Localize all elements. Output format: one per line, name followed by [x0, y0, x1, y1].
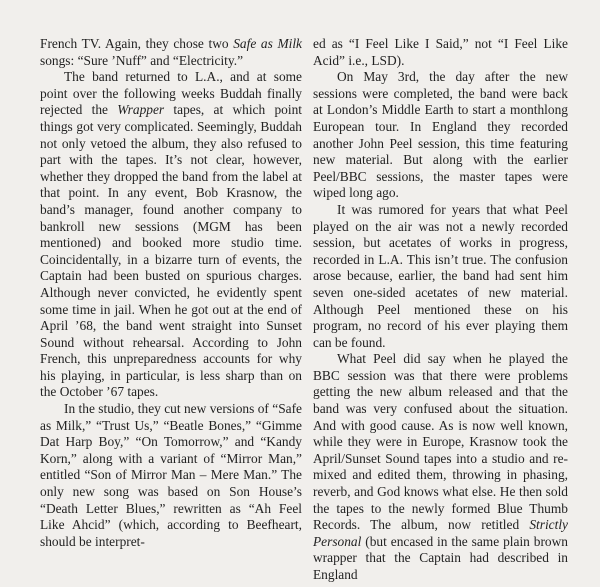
left-text-column — [40, 36, 302, 550]
text-run: French TV. Again, they chose two — [40, 36, 234, 51]
text-run: songs: “Sure ’Nuff” and “Electricity.” — [40, 52, 244, 68]
text-run: The band returned to L.A., and at some point over the following weeks Buddah finally rejected the — [40, 69, 302, 118]
paragraph — [40, 36, 302, 69]
paragraph — [313, 69, 568, 202]
text-run: What Peel did say when he played the BBC session was that there were problems getting the new album released and that the band was very confused about the situation. And with good cause. As is now well known, while they were in Europe, Krasnow took the April/Sunset Sound tapes into a studio and re-mixed and edited them, throwing in phasing, reverb, and God knows what else. He then sold the tapes to the newly formed Blue Thumb Records. The album, now retitled — [313, 351, 568, 533]
text-run: On May 3rd, the day after the new sessions were completed, the band were back at London’s Middle Earth to start a monthlong European tour. In England they recorded another John Peel session, this time featuring new material. But along with the earlier Peel/BBC sessions, the master tapes were wiped long ago. — [313, 69, 568, 201]
text-run: tapes, at which point things got very complicated. Seemingly, Buddah not only vetoed the album, they also refused to part with the tapes. It’s not clear, however, whether they dropped the band from the label at that point. In any event, Bob Krasnow, the band’s manager, found another company to bankroll new sessions (MGM has been mentioned) and booked more studio time. Coincidentally, in a bizarre turn of events, the Captain had been busted on spurious charges. Although never convicted, he evidently spent some time in jail. When he got out at the end of April ’68, the band went straight into Sunset Sound without rehearsal. According to John French, this unpreparedness accounts for why his playing, in particular, is less sharp than on the October ’67 tapes. — [40, 102, 302, 400]
text-run: In the studio, they cut new versions of “Safe as Milk,” “Trust Us,” “Beatle Bones,” “Gimme Dat Harp Boy,” “On Tomorrow,” and “Kandy Korn,” along with a variant of “Mirror Man,” entitled “Son of Mirror Man – Mere Man.” The only new song was based on Son House’s “Death Letter Blues,” rewritten as “Ah Feel Like Ahcid” (which, according to Beefheart, should be interpret- — [40, 401, 302, 549]
right-text-column — [313, 36, 568, 584]
paragraph — [313, 202, 568, 351]
italic-title: Wrapper — [117, 102, 165, 118]
paragraph — [40, 69, 302, 401]
paragraph — [313, 36, 568, 69]
text-run: It was rumored for years that what Peel played on the air was not a newly recorded session, but acetates of works in progress, recorded in L.A. This isn’t true. The confusion arose because, earlier, the band had sent him seven one-sided acetates of new material. Although Peel mentioned these on his program, no record of his ever playing them can be found. — [313, 201, 568, 350]
paragraph — [40, 401, 302, 550]
italic-title: Strictly Personal — [313, 517, 568, 549]
text-run: ed as “I Feel Like I Said,” not “I Feel Like Acid” i.e., LSD). — [313, 36, 568, 68]
paragraph — [313, 351, 568, 583]
italic-title: Safe as Milk — [233, 36, 302, 51]
text-run: (but encased in the same plain brown wrapper that the Captain had described in England — [313, 533, 568, 582]
